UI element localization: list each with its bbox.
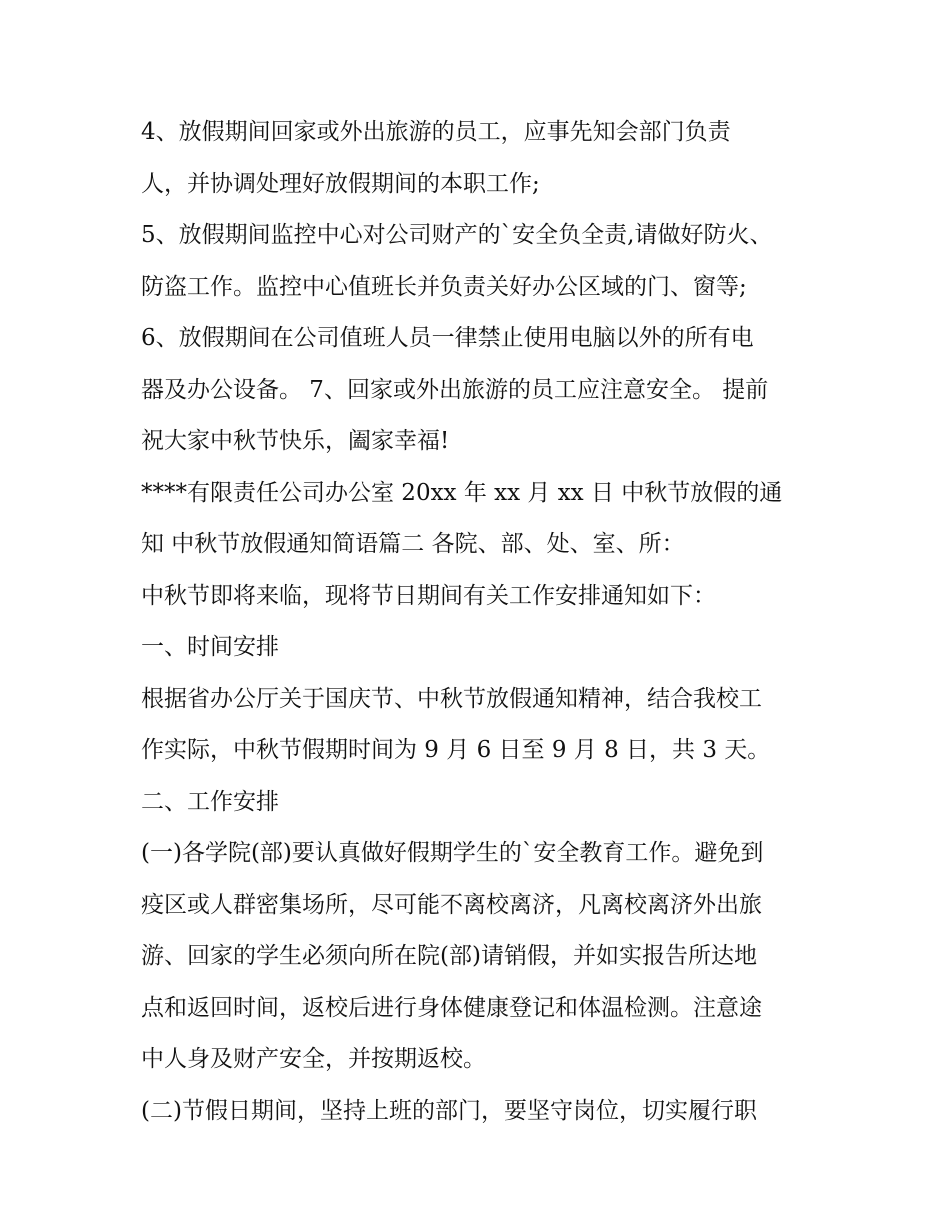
text-line: 防盗工作。监控中心值班长并负责关好办公区域的门、窗等; bbox=[141, 273, 747, 300]
text-line: 中人身及财产安全，并按期返校。 bbox=[141, 1046, 486, 1072]
text-line: 根据省办公厅关于国庆节、中秋节放假通知精神，结合我校工 bbox=[141, 685, 762, 712]
text-line: 6、放假期间在公司值班人员一律禁止使用电脑以外的所有电 bbox=[141, 325, 754, 351]
section-heading: 二、工作安排 bbox=[141, 788, 279, 815]
text-line: 人，并协调处理好放假期间的本职工作; bbox=[141, 170, 540, 197]
text-line: ****有限责任公司办公室 20xx 年 xx 月 xx 日 中秋节放假的通 bbox=[141, 479, 783, 506]
text-line: (一)各学院(部)要认真做好假期学生的`安全教育工作。避免到 bbox=[141, 840, 764, 866]
text-line: 游、回家的学生必须向所在院(部)请销假，并如实报告所达地 bbox=[141, 943, 757, 969]
text-line: (二)节假日期间，坚持上班的部门，要坚守岗位，切实履行职 bbox=[141, 1097, 757, 1124]
text-line: 中秋节即将来临，现将节日期间有关工作安排通知如下： bbox=[141, 582, 716, 609]
text-line: 5、放假期间监控中心对公司财产的`安全负全责,请做好防火、 bbox=[141, 222, 773, 248]
text-line: 作实际，中秋节假期时间为 9 月 6 日至 9 月 8 日，共 3 天。 bbox=[141, 737, 771, 763]
section-heading: 一、时间安排 bbox=[141, 634, 279, 660]
text-line: 祝大家中秋节快乐，阖家幸福! bbox=[141, 428, 450, 454]
text-line: 4、放假期间回家或外出旅游的员工，应事先知会部门负责 bbox=[141, 119, 731, 145]
document-body bbox=[141, 107, 821, 1137]
text-line: 疫区或人群密集场所，尽可能不离校离济，凡离校离济外出旅 bbox=[141, 891, 762, 918]
text-line: 点和返回时间，返校后进行身体健康登记和体温检测。注意途 bbox=[141, 994, 762, 1021]
text-line: 知 中秋节放假通知简语篇二 各院、部、处、室、所： bbox=[141, 531, 685, 557]
text-line: 器及办公设备。 7、回家或外出旅游的员工应注意安全。 提前 bbox=[141, 376, 769, 403]
